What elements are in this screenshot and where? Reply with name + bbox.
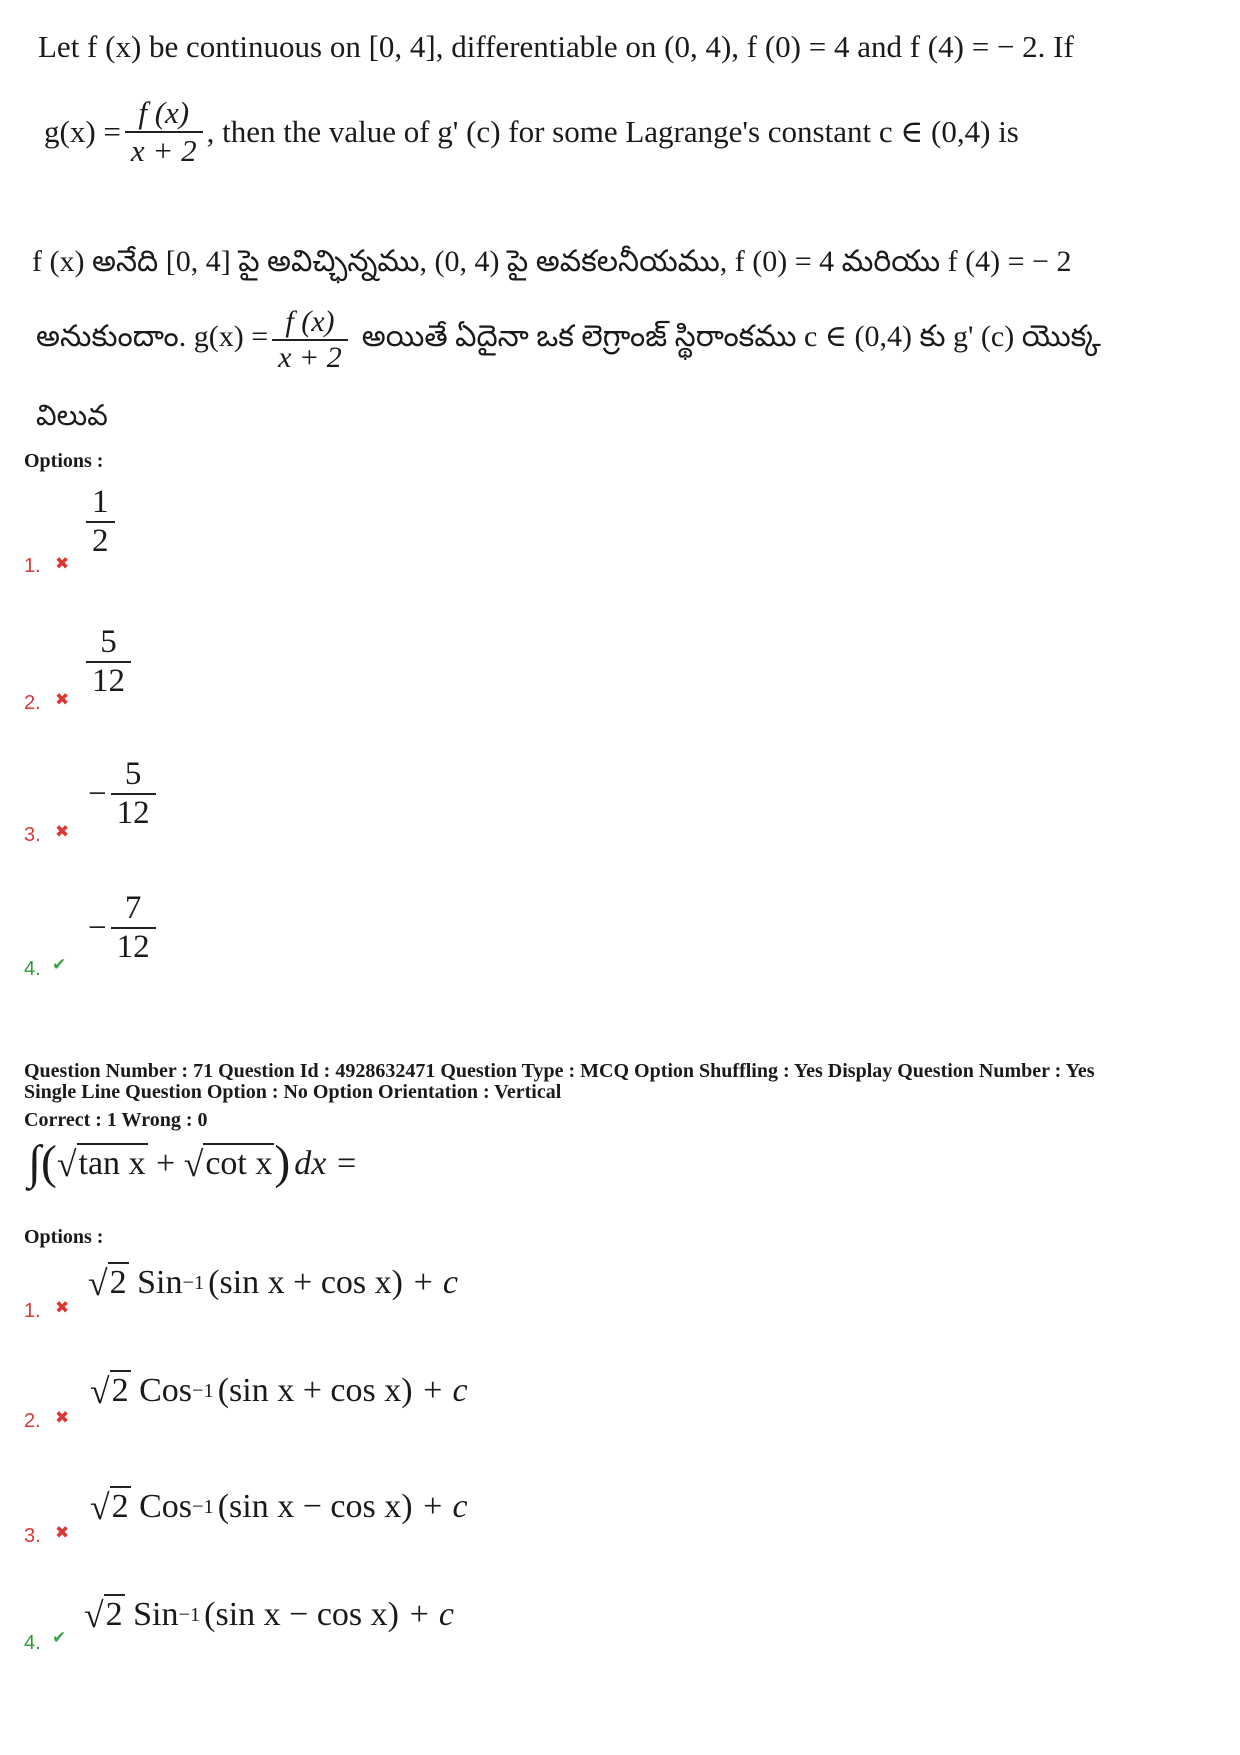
cot-x: cot x (203, 1143, 274, 1185)
q1-option-1-fraction (86, 484, 115, 560)
dx-equals: dx = (294, 1144, 358, 1182)
q1-telugu-line2 (36, 305, 1101, 375)
tan-x: tan x (77, 1143, 148, 1185)
q1-option-4-number: 4. (24, 958, 41, 980)
q1-option-2[interactable] (82, 624, 135, 700)
sqrt-coef: 2 (108, 1262, 129, 1304)
q2-option-2-arg: (sin x + cos x) (217, 1372, 413, 1409)
g-fraction-telugu (272, 305, 348, 375)
q1-option-4-sign: − (88, 909, 107, 946)
g-fraction-denominator: x + 2 (125, 131, 203, 169)
sqrt-two (90, 1370, 131, 1412)
wrong-icon: ✖ (55, 690, 70, 710)
q1-english-line2-rest: , then the value of g' (c) for some Lagrange's constant c ∈ (0,4) is (206, 114, 1019, 149)
inverse-exponent: −1 (178, 1603, 201, 1626)
sqrt-sign: √ (88, 1263, 108, 1303)
q2-meta-line3: Correct : 1 Wrong : 0 (24, 1109, 208, 1131)
sqrt-sign: √ (183, 1143, 204, 1184)
q1-option-3-numerator: 5 (124, 756, 142, 792)
sqrt-two (90, 1486, 131, 1528)
g-fraction (125, 95, 203, 169)
q1-option-2-fraction (86, 624, 131, 700)
q1-option-1-denominator: 2 (86, 521, 115, 560)
q1-option-2-number: 2. (24, 692, 41, 714)
q2-option-1-arg: (sin x + cos x) (208, 1264, 403, 1301)
sqrt-sign: √ (84, 1595, 104, 1635)
q1-option-2-denominator: 12 (86, 661, 131, 700)
sqrt-sign: √ (90, 1487, 110, 1527)
q2-option-1-tail: + c (402, 1264, 459, 1301)
q1-telugu-line2-post: అయితే ఏదైనా ఒక లెగ్రాంజ్ స్థిరాంకము c ∈ (0,4) కు g' (c) యొక్క (361, 320, 1101, 353)
q2-option-3[interactable] (90, 1486, 468, 1528)
wrong-icon: ✖ (55, 554, 70, 574)
open-paren: ( (41, 1137, 57, 1189)
sqrt-cot (184, 1143, 275, 1185)
q2-option-4-arg: (sin x − cos x) (204, 1596, 399, 1633)
g-fraction-telugu-denominator: x + 2 (272, 339, 348, 375)
q1-telugu-line3: విలువ (36, 400, 108, 432)
q1-option-2-numerator: 5 (100, 624, 117, 660)
sqrt-tan (57, 1143, 148, 1185)
q1-option-3-number: 3. (24, 824, 41, 846)
inverse-exponent: −1 (192, 1495, 214, 1518)
q2-option-2-number: 2. (24, 1410, 41, 1432)
g-lhs: g(x) = (44, 114, 121, 149)
q1-option-3-denominator: 12 (111, 793, 156, 832)
q2-option-1-number: 1. (24, 1300, 41, 1322)
q2-stem (28, 1137, 358, 1189)
q1-option-4-numerator: 7 (124, 890, 142, 926)
q2-option-4[interactable] (84, 1594, 454, 1636)
q2-option-4-number: 4. (24, 1632, 41, 1654)
inverse-exponent: −1 (192, 1379, 214, 1402)
q2-option-2[interactable] (90, 1370, 468, 1412)
q2-option-4-tail: + c (398, 1596, 455, 1633)
q1-options-label: Options : (24, 450, 104, 472)
sqrt-two (88, 1262, 129, 1304)
q1-option-1-number: 1. (24, 555, 41, 577)
integral-sign: ∫ (28, 1137, 42, 1189)
q2-options-label: Options : (24, 1226, 104, 1248)
q1-option-1[interactable] (82, 484, 119, 560)
correct-checkmark-icon: ✔ (52, 955, 67, 975)
wrong-icon: ✖ (55, 822, 70, 842)
q2-option-1-func: Sin (128, 1264, 183, 1301)
sqrt-coef: 2 (110, 1370, 131, 1412)
q2-option-2-tail: + c (412, 1372, 468, 1409)
sqrt-two (84, 1594, 125, 1636)
q1-option-3-fraction (111, 756, 156, 832)
g-fraction-numerator: f (x) (138, 95, 190, 130)
q1-telugu-line2-pre: అనుకుందాం. g(x) = (36, 319, 269, 353)
q2-option-4-func: Sin (124, 1596, 179, 1633)
q1-english-line2 (44, 95, 1019, 169)
sqrt-sign: √ (56, 1143, 77, 1184)
wrong-icon: ✖ (55, 1523, 70, 1543)
q2-meta-line1: Question Number : 71 Question Id : 4928632471 Question Type : MCQ Option Shuffling : Yes Display Question Number : Yes (24, 1060, 1095, 1082)
q1-option-3-sign: − (88, 775, 107, 812)
q2-option-3-tail: + c (412, 1488, 468, 1525)
q1-option-4[interactable] (88, 890, 160, 966)
wrong-icon: ✖ (55, 1298, 70, 1318)
plus-sign: + (147, 1144, 184, 1182)
q1-option-4-denominator: 12 (111, 927, 156, 966)
q2-option-3-func: Cos (130, 1488, 193, 1525)
q2-option-3-number: 3. (24, 1525, 41, 1547)
g-fraction-telugu-numerator: f (x) (285, 305, 335, 338)
q1-option-1-numerator: 1 (92, 484, 109, 520)
correct-checkmark-icon: ✔ (52, 1628, 67, 1648)
q1-english-line1: Let f (x) be continuous on [0, 4], differentiable on (0, 4), f (0) = 4 and f (4) = − 2. If (38, 29, 1074, 64)
q2-option-1[interactable] (88, 1262, 458, 1304)
wrong-icon: ✖ (55, 1408, 70, 1428)
sqrt-coef: 2 (110, 1486, 131, 1528)
q1-option-4-fraction (111, 890, 156, 966)
q2-option-2-func: Cos (130, 1372, 193, 1409)
q1-option-3[interactable] (88, 756, 160, 832)
q1-telugu-line1: f (x) అనేది [0, 4] పై అవిచ్ఛిన్నము, (0, 4) పై అవకలనీయము, f (0) = 4 మరియు f (4) = − 2 (32, 245, 1072, 278)
close-paren: ) (274, 1137, 291, 1189)
q2-option-3-arg: (sin x − cos x) (217, 1488, 413, 1525)
sqrt-sign: √ (90, 1371, 110, 1411)
sqrt-coef: 2 (104, 1594, 125, 1636)
q2-meta-line2: Single Line Question Option : No Option Orientation : Vertical (24, 1081, 562, 1103)
inverse-exponent: −1 (182, 1271, 205, 1294)
